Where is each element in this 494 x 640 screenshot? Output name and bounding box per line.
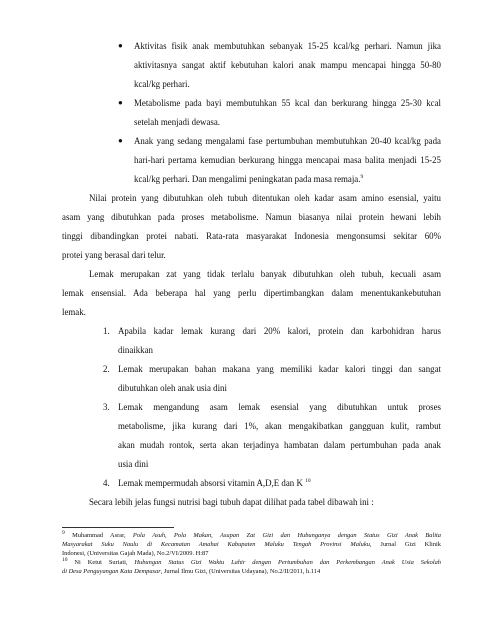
- paragraph-line: tinggi dibandingkan protei nabati. Rata-rata masyarakat Indonesia mengonsumsi sekitar 60%: [62, 231, 441, 241]
- footnote-9-line3: Indonesi, (Universitas Gajah Mada), No.2/VI/2009. H:87: [62, 550, 209, 557]
- footnote-text: , Jurnal Ilmu Gizi, (Universitas Udayana), No.2/II/2011, h.114: [160, 568, 321, 575]
- list-number: 1.: [103, 326, 110, 336]
- list-line: [118, 477, 311, 489]
- list-line: akan mudah rontok, serta akan terjadinya hambatan dalam pertumbuhan pada anak: [118, 440, 441, 450]
- list-line: Lemak merupakan bahan makana yang memiliki kadar kalori tinggi dan sangat: [118, 364, 441, 374]
- bullet-line: hari-hari pertama kemudian berkurang hingga mencapai masa balita menjadi 15-25: [134, 155, 441, 165]
- footnote-10-line1: [62, 558, 441, 567]
- list-number: 2.: [103, 364, 110, 374]
- closing-sentence: Secara lebih jelas fungsi nutrisi bagi tubuh dapat dilihat pada tabel dibawah ini :: [89, 497, 374, 507]
- footnote-mark: 9: [62, 529, 65, 536]
- footnote-9-line2: [62, 540, 441, 549]
- list-line: Lemak mengandung asam lemak esensial yang dibutuhkan untuk proses: [118, 402, 441, 412]
- bullet-line: [134, 173, 363, 185]
- list-line: dinaikkan: [118, 345, 153, 355]
- footnote-10-line2: [62, 567, 320, 576]
- footnote-ref[interactable]: 10: [305, 478, 311, 485]
- bullet-line: aktivitasnya sangat aktif kebutuhan kalori anak mampu mencapai hingga 50-80: [134, 60, 441, 70]
- bullet-marker: ●: [118, 136, 123, 145]
- bullet-line: Metabolisme pada bayi membutuhkan 55 kcal dan berkurang hingga 25-30 kcal: [134, 98, 441, 108]
- list-number: 4.: [103, 478, 110, 488]
- footnote-title: Masyarakat Suku Naulu di Kecamatan Amahai Kabupaten Maluku Tengah Provinsi Maluku: [62, 541, 370, 548]
- bullet-line: Anak yang sedang mengalami fase pertumbuhan membutuhkan 20-40 kcal/kg pada: [134, 136, 441, 146]
- list-line: metabolisme, jika kurang dari 1%, akan mengakibatkan gangguan kulit, rambut: [118, 421, 441, 431]
- paragraph-line: protei yang berasal dari telur.: [62, 250, 166, 260]
- list-line: usia dini: [118, 459, 149, 469]
- paragraph-line: Lemak merupakan zat yang tidak terlalu banyak dibutuhkan oleh tubuh, kecuali asam: [89, 269, 441, 279]
- paragraph-line: lemak.: [62, 307, 86, 317]
- paragraph-line: asam yang dibutuhkan pada proses metabolisme. Namun biasanya nilai protein hewani lebih: [62, 212, 441, 222]
- footnote-title: di Desa Penguyangan Kata Dempasar: [62, 568, 161, 575]
- footnote-title: Pola Asuh, Pola Makan, Asupan Zat Gizi dan Hubunganya dengan Status Gizi Anak Balita: [132, 532, 442, 539]
- bullet-line-text: kcal/kg perhari. Dan mengalimi peningkatan pada masa remaja.: [134, 174, 361, 184]
- bullet-line: Aktivitas fisik anak membutuhkan sebanyak 15-25 kcal/kg perhari. Namun jika: [134, 41, 441, 51]
- footnote-9-line1: [62, 531, 441, 540]
- bullet-line: kcal/kg perhari.: [134, 79, 190, 89]
- footnote-title: Hubungan Status Gizi Waktu Lahir dengan Pertumbuhan dan Perkembangan Anak Usia Sekolah: [134, 559, 441, 566]
- list-line: Apabila kadar lemak kurang dari 20% kalori, protein dan karbohidran harus: [118, 326, 441, 336]
- footnote-separator: [62, 527, 174, 528]
- paragraph-line: lemak ensensial. Ada beberapa hal yang perlu dipertimbangkan dalam menentukankebutuhan: [62, 288, 441, 298]
- paragraph-line: Nilai protein yang dibutuhkan oleh tubuh ditentukan oleh kadar asam amino esensial, yaitu: [89, 193, 441, 203]
- bullet-line: setelah menjadi dewasa.: [134, 117, 221, 127]
- footnote-ref[interactable]: 9: [360, 174, 364, 181]
- bullet-marker: ●: [118, 41, 123, 50]
- list-number: 3.: [103, 402, 110, 412]
- list-line-text: Lemak mempermudah absorsi vitamin A,D,E dan K: [118, 478, 303, 488]
- footnote-mark: 10: [62, 556, 68, 563]
- list-line: dibutuhkan oleh anak usia dini: [118, 383, 227, 393]
- bullet-marker: ●: [118, 98, 123, 107]
- footnote-author: Ni Ketut Suriati,: [67, 559, 135, 566]
- footnote-text: , Jurnal Gizi Klinik: [369, 541, 441, 548]
- footnote-author: Muhammad Asrar,: [64, 532, 133, 539]
